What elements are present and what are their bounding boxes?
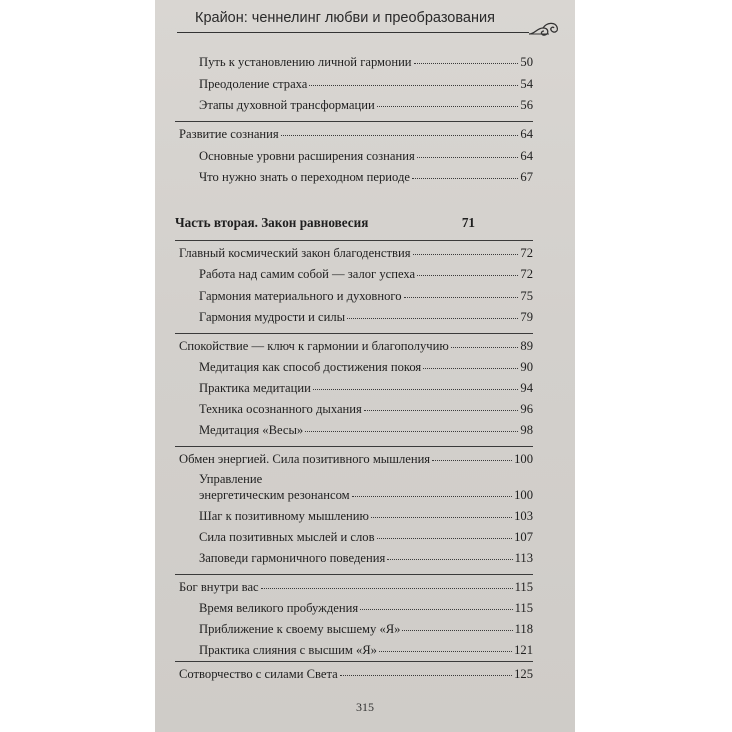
dot-leader [414, 54, 519, 64]
toc-heading-page: 100 [514, 452, 533, 466]
part-title-page: 71 [461, 215, 475, 230]
toc-entry[interactable] [199, 488, 533, 503]
toc-entry-page: 96 [520, 402, 533, 416]
toc-heading-title: Бог внутри вас [179, 580, 259, 594]
toc-entry[interactable] [199, 289, 533, 304]
toc-entry-page: 67 [520, 170, 533, 184]
toc-heading-title: Главный космический закон благоденствия [179, 246, 411, 260]
part-title-text: Часть вторая. Закон равновесия [175, 215, 369, 230]
toc-entry-title: Гармония мудрости и силы [199, 310, 346, 324]
dot-leader [360, 600, 512, 610]
swirl-ornament-icon [527, 18, 561, 40]
toc-entry-page: 72 [520, 267, 533, 281]
dot-leader [347, 309, 518, 319]
toc-entry[interactable] [199, 381, 533, 396]
toc-entry[interactable] [199, 360, 533, 375]
toc-heading-page: 89 [520, 339, 533, 353]
toc-entry[interactable] [199, 622, 533, 637]
toc-entry-title: Гармония материального и духовного [199, 289, 402, 303]
toc-entry-page: 79 [520, 310, 533, 324]
dot-leader [404, 288, 519, 298]
toc-entry[interactable] [199, 402, 533, 417]
toc-entry[interactable] [199, 170, 533, 185]
toc-heading-page: 64 [520, 127, 533, 141]
toc-entry-title: Сила позитивных мыслей и слов [199, 530, 375, 544]
dot-leader [423, 359, 518, 369]
toc-entry-page: 90 [520, 360, 533, 374]
toc-entry-page: 94 [520, 381, 533, 395]
toc-entry-page: 75 [520, 289, 533, 303]
dot-leader [371, 508, 512, 518]
toc-heading[interactable] [179, 339, 533, 354]
section-separator [175, 661, 533, 662]
dot-leader [432, 451, 512, 461]
dot-leader [340, 666, 512, 676]
dot-leader [261, 579, 513, 589]
dot-leader [387, 550, 512, 560]
toc-entry-page: 54 [520, 77, 533, 91]
toc-heading[interactable] [179, 452, 533, 467]
toc-entry[interactable] [199, 267, 533, 282]
toc-entry-title: Время великого пробуждения [199, 601, 359, 615]
dot-leader [417, 266, 518, 276]
toc-heading-title: Сотворчество с силами Света [179, 667, 338, 681]
running-header [155, 0, 575, 42]
dot-leader [377, 529, 513, 539]
toc-heading-title: Обмен энергией. Сила позитивного мышления [179, 452, 431, 466]
dot-leader [309, 76, 518, 86]
toc-entry[interactable] [199, 310, 533, 325]
toc-entry[interactable] [199, 77, 533, 92]
dot-leader [352, 487, 513, 497]
part-title[interactable] [175, 215, 535, 231]
toc-entry-title: Техника осознанного дыхания [199, 402, 362, 416]
dot-leader [417, 148, 519, 158]
toc-entry[interactable] [199, 423, 533, 438]
toc-entry[interactable] [199, 551, 533, 566]
toc-entry-page: 50 [520, 55, 533, 69]
toc-entry-title: Медитация как способ достижения покоя [199, 360, 422, 374]
toc-entry-page: 121 [514, 643, 533, 657]
toc-entry-page: 103 [514, 509, 533, 523]
toc-entry-page: 100 [514, 488, 533, 502]
toc-heading-title: Развитие сознания [179, 127, 279, 141]
toc-entry-title: Этапы духовной трансформации [199, 98, 375, 112]
toc-entry[interactable] [199, 149, 533, 164]
section-separator [175, 121, 533, 122]
toc-entry-page: 115 [514, 601, 533, 615]
toc-entry-title: Шаг к позитивному мышлению [199, 509, 369, 523]
toc-entry-title: Путь к установлению личной гармонии [199, 55, 412, 69]
dot-leader [451, 338, 519, 348]
running-header-title: Крайон: ченнелинг любви и преобразования [195, 10, 495, 26]
section-separator [175, 333, 533, 334]
toc-entry-page: 98 [520, 423, 533, 437]
toc-entry-title: Основные уровни расширения сознания [199, 149, 415, 163]
toc-entry[interactable] [199, 98, 533, 113]
toc-heading-title: Спокойствие — ключ к гармонии и благополучию [179, 339, 449, 353]
dot-leader [281, 126, 519, 136]
dot-leader [379, 642, 512, 652]
toc-entry-title: Практика слияния с высшим «Я» [199, 643, 377, 657]
toc-entry-title: Заповеди гармоничного поведения [199, 551, 386, 565]
toc-entry-page: 113 [514, 551, 533, 565]
toc-entry-page: 118 [514, 622, 533, 636]
toc-entry[interactable] [199, 55, 533, 70]
page-number: 315 [356, 700, 374, 714]
dot-leader [305, 422, 518, 432]
toc-entry-title: Работа над самим собой — залог успеха [199, 267, 416, 281]
toc-heading-page: 72 [520, 246, 533, 260]
toc-heading-page: 115 [514, 580, 533, 594]
toc-heading[interactable] [179, 246, 533, 261]
toc-heading-page: 125 [514, 667, 533, 681]
section-separator [175, 574, 533, 575]
book-page [155, 0, 575, 732]
dot-leader [413, 245, 519, 255]
toc-entry[interactable] [199, 530, 533, 545]
toc-entry-title: Практика медитации [199, 381, 311, 395]
dot-leader [412, 169, 518, 179]
toc-entry[interactable] [199, 509, 533, 524]
header-rule [177, 32, 529, 33]
toc-entry-title: Преодоление страха [199, 77, 308, 91]
toc-entry[interactable] [199, 601, 533, 616]
toc-heading[interactable] [179, 667, 533, 682]
toc-entry-page: 107 [514, 530, 533, 544]
toc-heading[interactable] [179, 580, 533, 595]
toc-entry-page: 56 [520, 98, 533, 112]
toc-entry-page: 64 [520, 149, 533, 163]
toc-entry-title-line1[interactable]: Управление [199, 472, 263, 486]
toc-entry-title: Что нужно знать о переходном периоде [199, 170, 410, 184]
toc-entry-title: Приближение к своему высшему «Я» [199, 622, 401, 636]
dot-leader [364, 401, 519, 411]
dot-leader [377, 97, 519, 107]
toc-entry[interactable] [199, 643, 533, 658]
dot-leader [402, 621, 512, 631]
toc-entry-title: энергетическим резонансом [199, 488, 350, 502]
dot-leader [313, 380, 519, 390]
section-separator [175, 446, 533, 447]
section-separator [175, 240, 533, 241]
toc-heading[interactable] [179, 127, 533, 142]
toc-entry-title: Медитация «Весы» [199, 423, 304, 437]
